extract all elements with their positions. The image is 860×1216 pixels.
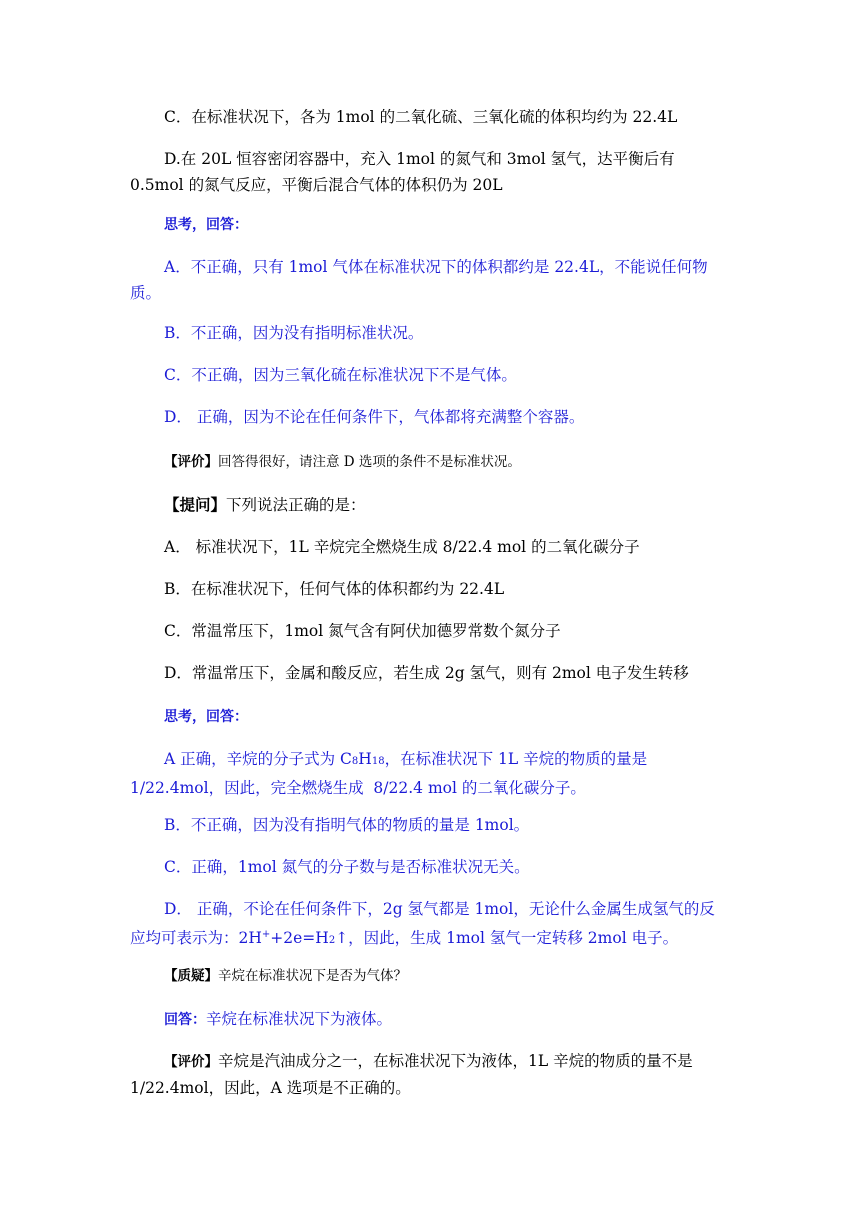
answer2-d	[130, 896, 730, 954]
answer-text: 辛烷在标准状况下为液体。	[206, 1010, 393, 1028]
think-answer-heading-2: 思考，回答：	[164, 709, 248, 725]
question-text: 下列说法正确的是：	[226, 496, 366, 514]
question1-option-c: C．在标准状况下，各为 1mol 的二氧化硫、三氧化硫的体积均约为 22.4L	[164, 108, 678, 126]
answer2-c: C．正确，1mol 氮气的分子数与是否标准状况无关。	[164, 858, 530, 876]
answer-tag: 回答：	[164, 1012, 206, 1028]
question2-option-d: D．常温常压下，金属和酸反应，若生成 2g 氢气，则有 2mol 电子发生转移	[164, 664, 689, 682]
evaluation-1	[130, 448, 730, 475]
answer2-d-text-2: +2e=H	[270, 929, 329, 948]
subscript-2: 2	[328, 935, 336, 947]
subscript-8: 8	[351, 756, 359, 767]
evaluation-text: 回答得很好，请注意 D 选项的条件不是标准状况。	[218, 454, 521, 470]
doubt-line	[130, 962, 730, 989]
question2-option-a: A． 标准状况下，1L 辛烷完全燃烧生成 8/22.4 mol 的二氧化碳分子	[164, 538, 640, 556]
evaluation-2-text: 辛烷是汽油成分之一，在标准状况下为液体，1L 辛烷的物质的量不是 1/22.4mol，因此，A 选项是不正确的。	[130, 1052, 698, 1097]
evaluation-2-tag: 【评价】	[164, 1054, 218, 1070]
question2-option-c: C．常温常压下，1mol 氮气含有阿伏加德罗常数个氮分子	[164, 622, 561, 640]
answer2-d-text-1: D． 正确，不论在任何条件下，2g 氢气都是 1mol，无论什么金属生成氢气的反应均可表示为：2H	[130, 900, 715, 948]
evaluation-2	[130, 1048, 730, 1101]
question-tag: 【提问】	[164, 495, 227, 514]
answer1-a: A．不正确，只有 1mol 气体在标准状况下的体积都约是 22.4L，不能说任何物质。	[130, 258, 708, 302]
subscript-18: 18	[371, 756, 385, 767]
question1-option-d: D.在 20L 恒容密闭容器中，充入 1mol 的氮气和 3mol 氢气，达平衡后有 0.5mol 的氮气反应，平衡后混合气体的体积仍为 20L	[130, 150, 680, 194]
superscript-plus: +	[261, 929, 271, 940]
doubt-tag: 【质疑】	[164, 968, 218, 984]
evaluation-tag: 【评价】	[164, 454, 218, 470]
think-answer-heading-1: 思考，回答：	[164, 217, 248, 233]
doubt-text: 辛烷在标准状况下是否为气体？	[218, 968, 407, 984]
answer1-d: D． 正确，因为不论在任何条件下，气体都将充满整个容器。	[164, 408, 585, 426]
answer2-a	[130, 746, 730, 801]
answer1-b: B．不正确，因为没有指明标准状况。	[164, 324, 424, 342]
answer1-c: C．不正确，因为三氧化硫在标准状况下不是气体。	[164, 366, 517, 384]
answer2-a-text-1: A 正确，辛烷的分子式为 C	[164, 750, 352, 768]
answer2-a-text-2: H	[358, 750, 372, 768]
answer2-d-text-3: ↑，因此，生成 1mol 氢气一定转移 2mol 电子。	[335, 929, 679, 948]
question2-option-b: B．在标准状况下，任何气体的体积都约为 22.4L	[164, 580, 505, 598]
answer2-b: B．不正确，因为没有指明气体的物质的量是 1mol。	[164, 816, 530, 834]
question-prompt	[130, 492, 730, 518]
answer-line	[130, 1006, 730, 1033]
answer2-a-text-3: ，在标准状况下 1L 辛烷的物质的量是 1/22.4mol，因此，完全燃烧生成 8/22.4 mol 的二氧化碳分子。	[130, 750, 653, 797]
